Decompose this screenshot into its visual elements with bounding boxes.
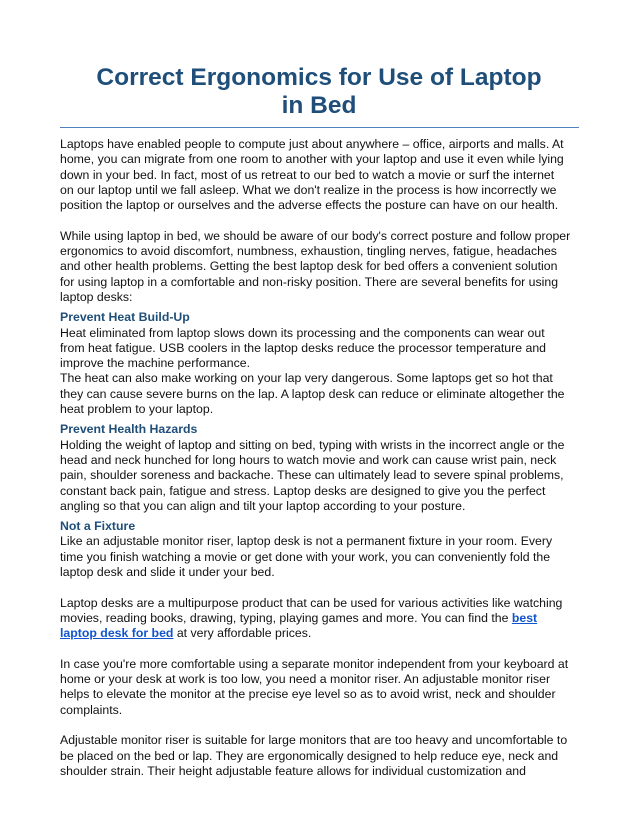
monitor-riser-paragraph: In case you're more comfortable using a separate monitor independent from your keyboard at home or your desk at work is too low, you need a monitor riser. An adjustable monitor riser helps to elevate the monitor at the precise eye level so as to avoid wrist, neck and shoulder complaints. — [60, 656, 569, 717]
fixture-paragraph: Like an adjustable monitor riser, laptop desk is not a permanent fixture in your room. Every time you finish watching a movie or get done with your work, you can conveniently fold the laptop desk and slide it under your bed. — [60, 534, 553, 580]
multipurpose-text-after: at very affordable prices. — [173, 626, 312, 641]
document-title: Correct Ergonomics for Use of Laptop in Bed — [96, 64, 542, 119]
section-heading-health: Prevent Health Hazards — [60, 422, 198, 437]
adjustable-riser-paragraph: Adjustable monitor riser is suitable for large monitors that are too heavy and uncomfortable to be placed on the bed or lap. They are ergonomically designed to help reduce eye, neck and shoulder strain. Their height adjustable feature allows for individual customization and — [60, 733, 568, 778]
health-paragraph: Holding the weight of laptop and sitting on bed, typing with wrists in the incorrect angle or the head and neck hunched for long hours to watch movie and work can cause wrist pain, neck pain, shoulder soreness and backache. These can ultimately lead to severe spinal problems, constant back pain, fatigue and stress. Laptop desks are designed to give you the perfect angling so that you can align and tilt your laptop according to your posture. — [60, 437, 565, 513]
heat-paragraph-1: Heat eliminated from laptop slows down its processing and the components can wear out from heat fatigue. USB coolers in the laptop desks reduce the processor temperature and improve the machine performance. — [60, 325, 546, 371]
paragraph-spacer — [60, 580, 586, 595]
section-heading-fixture: Not a Fixture — [60, 519, 136, 534]
paragraph-spacer — [60, 642, 586, 657]
intro-paragraph-2: While using laptop in bed, we should be aware of our body's correct posture and follow proper ergonomics to avoid discomfort, numbness, exhaustion, tingling nerves, fatigue, headaches and other health problems. Getting the best laptop desk for bed offers a convenient solution for using laptop in a comfortable and non-risky position. There are several benefits for using laptop desks: — [60, 228, 571, 304]
heat-paragraph-2: The heat can also make working on your lap very dangerous. Some laptops get so hot that they can cause severe burns on the lap. A laptop desk can reduce or eliminate altogether the heat problem to your laptop. — [60, 371, 565, 417]
intro-paragraph-1: Laptops have enabled people to compute just about anywhere – office, airports and malls. At home, you can migrate from one room to another with your laptop and use it even while lying down in your bed. In fact, most of us retreat to our bed to watch a movie or surf the internet on our laptop until we fall asleep. What we don't realize in the process is how incorrectly we position the laptop or ourselves and the adverse effects the posture can have on our health. — [60, 137, 564, 213]
multipurpose-paragraph — [60, 596, 586, 642]
paragraph-spacer — [60, 213, 586, 228]
paragraph-spacer — [60, 718, 586, 733]
best-laptop-desk-link[interactable]: best laptop desk for bed — [60, 610, 538, 641]
title-divider — [60, 127, 579, 128]
multipurpose-text-before: Laptop desks are a multipurpose product that can be used for various activities like watching movies, reading books, drawing, typing, playing games and more. You can find the — [60, 595, 563, 625]
section-heading-heat: Prevent Heat Build-Up — [60, 310, 190, 325]
document-body — [60, 137, 586, 779]
